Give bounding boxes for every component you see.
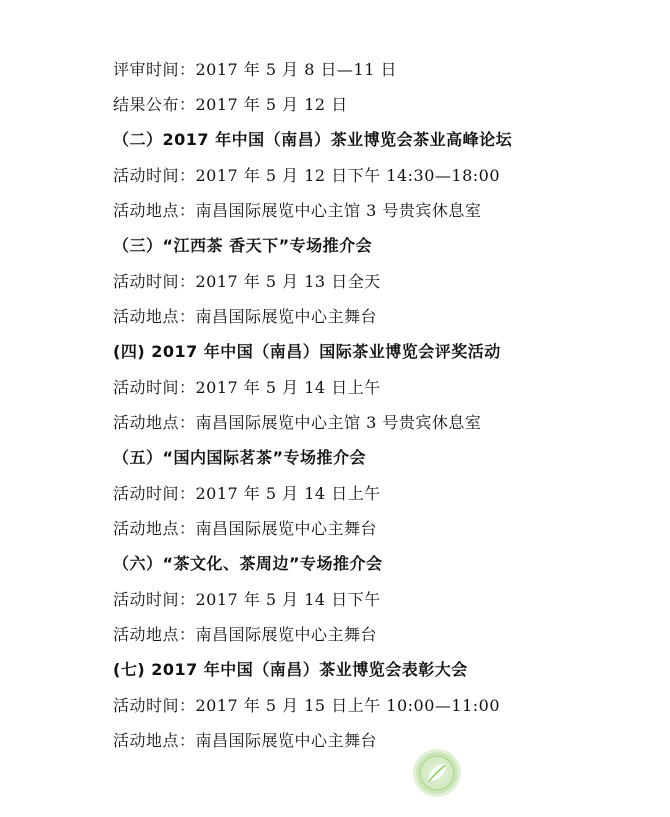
leaf-logo-icon bbox=[416, 752, 458, 794]
jiangxi-tea-time-line: 活动时间：2017 年 5 月 13 日全天 bbox=[113, 272, 381, 291]
tea-culture-location-line: 活动地点：南昌国际展览中心主舞台 bbox=[113, 625, 378, 644]
section-heading-awards: (四) 2017 年中国（南昌）国际茶业博览会评奖活动 bbox=[113, 342, 501, 361]
section-heading-forum: （二）2017 年中国（南昌）茶业博览会茶业高峰论坛 bbox=[113, 130, 513, 149]
forum-location-line: 活动地点：南昌国际展览中心主馆 3 号贵宾休息室 bbox=[113, 201, 482, 220]
forum-time-line: 活动时间：2017 年 5 月 12 日下午 14:30—18:00 bbox=[113, 166, 500, 185]
jiangxi-tea-location-line: 活动地点：南昌国际展览中心主舞台 bbox=[113, 307, 378, 326]
section-heading-jiangxi-tea: （三）“江西茶 香天下”专场推介会 bbox=[113, 236, 373, 255]
famous-tea-time-line: 活动时间：2017 年 5 月 14 日上午 bbox=[113, 484, 381, 503]
section-heading-tea-culture: （六）“茶文化、茶周边”专场推介会 bbox=[113, 554, 383, 573]
famous-tea-location-line: 活动地点：南昌国际展览中心主舞台 bbox=[113, 519, 378, 538]
section-heading-famous-tea: （五）“国内国际茗茶”专场推介会 bbox=[113, 448, 367, 467]
section-heading-commendation: (七) 2017 年中国（南昌）茶业博览会表彰大会 bbox=[113, 660, 468, 679]
review-time-line: 评审时间：2017 年 5 月 8 日—11 日 bbox=[113, 60, 397, 79]
tea-culture-time-line: 活动时间：2017 年 5 月 14 日下午 bbox=[113, 590, 381, 609]
result-announce-line: 结果公布：2017 年 5 月 12 日 bbox=[113, 95, 348, 114]
awards-location-line: 活动地点：南昌国际展览中心主馆 3 号贵宾休息室 bbox=[113, 413, 482, 432]
commendation-location-line: 活动地点：南昌国际展览中心主舞台 bbox=[113, 731, 378, 750]
commendation-time-line: 活动时间：2017 年 5 月 15 日上午 10:00—11:00 bbox=[113, 696, 500, 715]
awards-time-line: 活动时间：2017 年 5 月 14 日上午 bbox=[113, 378, 381, 397]
